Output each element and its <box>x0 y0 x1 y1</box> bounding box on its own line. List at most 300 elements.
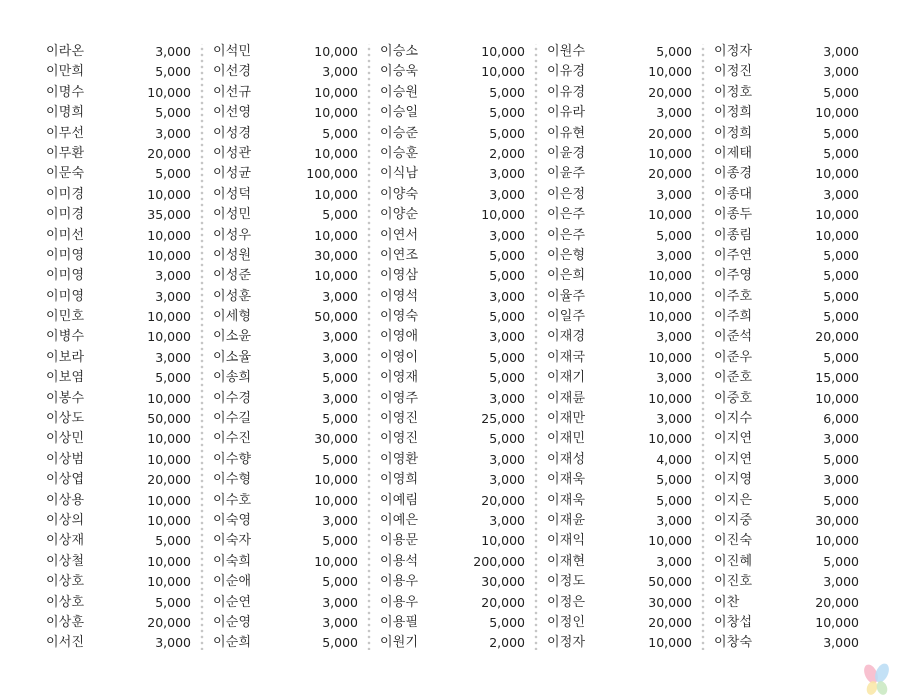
donor-row <box>46 450 191 470</box>
donor-row <box>380 531 525 551</box>
donation-amount: 20,000 <box>815 329 859 345</box>
donor-row <box>714 226 859 246</box>
donation-amount: 10,000 <box>314 492 358 508</box>
donor-name: 이승원 <box>380 84 419 100</box>
donation-amount: 10,000 <box>648 64 692 80</box>
donation-amount: 10,000 <box>815 166 859 182</box>
donation-amount: 3,000 <box>155 44 191 59</box>
donor-column <box>547 42 692 654</box>
donation-amount: 10,000 <box>147 227 191 243</box>
donation-amount: 3,000 <box>322 594 358 610</box>
donor-name: 이영희 <box>380 472 419 488</box>
donor-row <box>714 124 859 144</box>
donor-name: 이상훈 <box>46 614 85 630</box>
donor-name: 이양숙 <box>380 186 419 202</box>
donor-row <box>46 429 191 449</box>
donor-name: 이준호 <box>714 370 753 386</box>
donation-amount: 3,000 <box>656 247 692 263</box>
donor-row <box>714 429 859 449</box>
donation-amount: 10,000 <box>147 247 191 263</box>
donation-amount: 30,000 <box>314 247 358 263</box>
donation-amount: 5,000 <box>155 105 191 121</box>
donation-amount: 3,000 <box>489 451 525 467</box>
donor-row <box>213 552 358 572</box>
donor-row <box>547 531 692 551</box>
donor-name: 이유경 <box>547 64 586 80</box>
donor-name: 이성훈 <box>213 288 252 304</box>
donor-name: 이소율 <box>213 349 252 365</box>
donor-name: 이상호 <box>46 594 85 610</box>
donation-amount: 3,000 <box>322 64 358 80</box>
donation-amount: 5,000 <box>322 574 358 590</box>
donor-name: 이준우 <box>714 349 753 365</box>
donation-amount: 3,000 <box>322 390 358 406</box>
donation-amount: 3,000 <box>656 512 692 528</box>
donor-row <box>714 327 859 347</box>
donor-name: 이연조 <box>380 247 419 263</box>
donor-name: 이수경 <box>213 390 252 406</box>
donation-amount: 10,000 <box>147 451 191 467</box>
donor-row <box>547 368 692 388</box>
donor-name: 이주영 <box>714 268 753 284</box>
donor-name: 이재성 <box>547 451 586 467</box>
donation-amount: 5,000 <box>823 145 859 161</box>
donation-amount: 3,000 <box>322 329 358 345</box>
donor-row <box>714 287 859 307</box>
donor-row <box>213 511 358 531</box>
donor-row <box>380 246 525 266</box>
donor-name: 이재기 <box>547 370 586 386</box>
donor-row <box>380 511 525 531</box>
donation-amount: 10,000 <box>314 186 358 202</box>
donor-name: 이성민 <box>213 207 252 223</box>
donor-row <box>714 368 859 388</box>
donation-amount: 10,000 <box>648 390 692 406</box>
donor-name: 이순애 <box>213 574 252 590</box>
donation-amount: 3,000 <box>823 44 859 59</box>
donor-name: 이재욱 <box>547 492 586 508</box>
donor-row <box>213 226 358 246</box>
donor-row <box>46 511 191 531</box>
donor-name: 이지연 <box>714 431 753 447</box>
donor-row <box>213 327 358 347</box>
donation-amount: 10,000 <box>815 533 859 549</box>
donation-amount: 5,000 <box>322 635 358 651</box>
donor-name: 이성덕 <box>213 186 252 202</box>
donor-name: 이윤경 <box>547 145 586 161</box>
donor-row <box>547 287 692 307</box>
donor-row <box>714 103 859 123</box>
donation-amount: 5,000 <box>489 349 525 365</box>
donation-amount: 10,000 <box>481 44 525 59</box>
donation-amount: 10,000 <box>147 186 191 202</box>
donor-name: 이미선 <box>46 227 85 243</box>
donation-amount: 3,000 <box>823 431 859 447</box>
donor-name: 이승훈 <box>380 145 419 161</box>
donor-name: 이정자 <box>714 44 753 59</box>
donation-amount: 10,000 <box>147 309 191 325</box>
donor-name: 이재현 <box>547 553 586 569</box>
donor-name: 이라온 <box>46 44 85 59</box>
donor-name: 이보염 <box>46 370 85 386</box>
donor-name: 이영환 <box>380 451 419 467</box>
donor-name: 이은주 <box>547 227 586 243</box>
donation-amount: 5,000 <box>155 64 191 80</box>
donation-amount: 5,000 <box>489 614 525 630</box>
donation-amount: 5,000 <box>489 431 525 447</box>
donation-amount: 5,000 <box>489 309 525 325</box>
donor-row <box>547 62 692 82</box>
donor-row <box>46 266 191 286</box>
donor-row <box>46 103 191 123</box>
donor-column <box>380 42 525 654</box>
donor-row <box>213 593 358 613</box>
donation-amount: 5,000 <box>823 309 859 325</box>
donation-amount: 5,000 <box>823 492 859 508</box>
donor-row <box>380 572 525 592</box>
donor-row <box>380 226 525 246</box>
donor-name: 이민호 <box>46 309 85 325</box>
donation-amount: 5,000 <box>656 472 692 488</box>
donation-amount: 3,000 <box>656 329 692 345</box>
donor-name: 이창섭 <box>714 614 753 630</box>
donation-amount: 10,000 <box>147 390 191 406</box>
donation-amount: 3,000 <box>322 512 358 528</box>
donation-amount: 10,000 <box>147 574 191 590</box>
donation-amount: 3,000 <box>322 349 358 365</box>
donor-name: 이연서 <box>380 227 419 243</box>
donation-amount: 10,000 <box>648 349 692 365</box>
donor-name: 이중호 <box>714 390 753 406</box>
donor-name: 이승욱 <box>380 64 419 80</box>
donor-row <box>46 144 191 164</box>
donor-name: 이영애 <box>380 329 419 345</box>
donor-row <box>213 103 358 123</box>
donor-row <box>213 389 358 409</box>
donor-row <box>380 205 525 225</box>
donation-amount: 50,000 <box>147 411 191 427</box>
donor-name: 이성우 <box>213 227 252 243</box>
donor-row <box>714 531 859 551</box>
donor-name: 이주호 <box>714 288 753 304</box>
donor-name: 이재국 <box>547 349 586 365</box>
donor-name: 이은형 <box>547 247 586 263</box>
donor-name: 이진혜 <box>714 553 753 569</box>
donor-row <box>380 429 525 449</box>
donor-row <box>213 348 358 368</box>
donor-row <box>213 144 358 164</box>
donor-row <box>46 185 191 205</box>
donor-name: 이종림 <box>714 227 753 243</box>
donor-row <box>46 613 191 633</box>
donor-column <box>714 42 859 654</box>
donor-row <box>547 491 692 511</box>
donation-amount: 6,000 <box>823 411 859 427</box>
donor-row <box>46 593 191 613</box>
donation-amount: 10,000 <box>147 431 191 447</box>
donor-row <box>46 633 191 653</box>
donation-amount: 30,000 <box>648 594 692 610</box>
donor-row <box>46 124 191 144</box>
donor-name: 이용우 <box>380 594 419 610</box>
donation-amount: 10,000 <box>481 533 525 549</box>
donor-row <box>714 572 859 592</box>
donor-row <box>46 42 191 62</box>
donor-row <box>380 62 525 82</box>
donor-row <box>714 144 859 164</box>
donation-amount: 3,000 <box>155 268 191 284</box>
donation-amount: 4,000 <box>656 451 692 467</box>
donor-row <box>714 552 859 572</box>
donor-row <box>213 368 358 388</box>
donation-amount: 5,000 <box>823 268 859 284</box>
donor-name: 이진호 <box>714 574 753 590</box>
donor-name: 이종경 <box>714 166 753 182</box>
donor-name: 이영재 <box>380 370 419 386</box>
donation-amount: 10,000 <box>648 207 692 223</box>
donor-name: 이원수 <box>547 44 586 59</box>
donation-amount: 20,000 <box>815 594 859 610</box>
donation-amount: 5,000 <box>155 594 191 610</box>
donor-name: 이미영 <box>46 247 85 263</box>
donor-name: 이정진 <box>714 64 753 80</box>
donor-name: 이선규 <box>213 84 252 100</box>
donation-amount: 3,000 <box>823 472 859 488</box>
donor-name: 이종두 <box>714 207 753 223</box>
donor-name: 이소윤 <box>213 329 252 345</box>
donor-row <box>547 348 692 368</box>
donor-row <box>547 552 692 572</box>
donor-row <box>547 450 692 470</box>
donor-row <box>46 389 191 409</box>
dotted-separator <box>525 44 547 650</box>
donor-row <box>213 164 358 184</box>
donor-row <box>547 164 692 184</box>
donation-amount: 2,000 <box>489 145 525 161</box>
donor-name: 이유라 <box>547 105 586 121</box>
donation-amount: 10,000 <box>648 145 692 161</box>
dotted-separator <box>191 44 213 650</box>
donor-row <box>46 62 191 82</box>
donation-amount: 5,000 <box>823 553 859 569</box>
donor-row <box>714 83 859 103</box>
donation-amount: 2,000 <box>489 635 525 651</box>
donor-row <box>547 124 692 144</box>
donor-row <box>714 511 859 531</box>
donor-name: 이숙희 <box>213 553 252 569</box>
donor-name: 이명희 <box>46 105 85 121</box>
donor-row <box>380 185 525 205</box>
donation-amount: 10,000 <box>147 553 191 569</box>
donor-row <box>714 307 859 327</box>
donor-name: 이은주 <box>547 207 586 223</box>
donor-column <box>213 42 358 654</box>
donor-row <box>46 83 191 103</box>
donation-amount: 20,000 <box>147 145 191 161</box>
donation-amount: 50,000 <box>314 309 358 325</box>
donor-name: 이수진 <box>213 431 252 447</box>
donor-name: 이상철 <box>46 553 85 569</box>
donor-name: 이재민 <box>547 431 586 447</box>
donor-row <box>714 491 859 511</box>
donor-name: 이지영 <box>714 472 753 488</box>
donor-row <box>380 327 525 347</box>
donation-amount: 10,000 <box>314 268 358 284</box>
donor-name: 이영진 <box>380 431 419 447</box>
donation-amount: 10,000 <box>648 268 692 284</box>
donation-amount: 25,000 <box>481 411 525 427</box>
donor-name: 이용문 <box>380 533 419 549</box>
donation-amount: 3,000 <box>322 614 358 630</box>
donor-name: 이양순 <box>380 207 419 223</box>
donor-name: 이순영 <box>213 614 252 630</box>
donation-amount: 5,000 <box>322 207 358 223</box>
donor-name: 이일주 <box>547 309 586 325</box>
donor-name: 이서진 <box>46 635 85 651</box>
donor-name: 이창숙 <box>714 635 753 651</box>
donor-name: 이주연 <box>714 247 753 263</box>
donor-row <box>380 266 525 286</box>
donor-row <box>714 246 859 266</box>
donor-row <box>380 450 525 470</box>
donation-amount: 5,000 <box>155 166 191 182</box>
donation-amount: 5,000 <box>155 533 191 549</box>
donor-row <box>46 246 191 266</box>
donor-name: 이성준 <box>213 268 252 284</box>
donation-amount: 10,000 <box>648 309 692 325</box>
donor-row <box>46 531 191 551</box>
donor-row <box>46 287 191 307</box>
donation-amount: 20,000 <box>481 594 525 610</box>
donation-amount: 3,000 <box>823 186 859 202</box>
donor-name: 이유경 <box>547 84 586 100</box>
donor-name: 이미영 <box>46 288 85 304</box>
donor-name: 이재만 <box>547 411 586 427</box>
donation-amount: 5,000 <box>155 370 191 386</box>
donor-name: 이상범 <box>46 451 85 467</box>
donor-name: 이병수 <box>46 329 85 345</box>
donation-amount: 5,000 <box>322 125 358 141</box>
donor-name: 이식남 <box>380 166 419 182</box>
donor-name: 이무환 <box>46 145 85 161</box>
donor-row <box>213 491 358 511</box>
donation-amount: 3,000 <box>155 349 191 365</box>
donor-name: 이상엽 <box>46 472 85 488</box>
donor-name: 이상용 <box>46 492 85 508</box>
donor-row <box>380 348 525 368</box>
donor-name: 이수호 <box>213 492 252 508</box>
donation-amount: 10,000 <box>481 207 525 223</box>
donor-row <box>547 246 692 266</box>
donation-amount: 3,000 <box>489 227 525 243</box>
donation-amount: 100,000 <box>306 166 358 182</box>
donation-amount: 5,000 <box>322 533 358 549</box>
donor-name: 이순희 <box>213 635 252 651</box>
donor-name: 이윤주 <box>547 166 586 182</box>
donor-name: 이용우 <box>380 574 419 590</box>
donor-row <box>213 124 358 144</box>
donor-row <box>547 409 692 429</box>
donation-amount: 3,000 <box>656 105 692 121</box>
donor-row <box>714 62 859 82</box>
donor-columns <box>46 42 859 654</box>
donor-name: 이지수 <box>714 411 753 427</box>
donor-row <box>714 613 859 633</box>
donor-name: 이봉수 <box>46 390 85 406</box>
donation-amount: 200,000 <box>473 553 525 569</box>
donation-amount: 50,000 <box>648 574 692 590</box>
donation-amount: 20,000 <box>147 614 191 630</box>
donor-row <box>547 42 692 62</box>
donor-row <box>46 552 191 572</box>
donor-row <box>380 164 525 184</box>
donor-row <box>714 593 859 613</box>
donor-name: 이보라 <box>46 349 85 365</box>
donation-amount: 20,000 <box>648 125 692 141</box>
donation-amount: 10,000 <box>314 105 358 121</box>
donor-row <box>547 205 692 225</box>
donation-amount: 10,000 <box>147 492 191 508</box>
donor-name: 이정자 <box>547 635 586 651</box>
donation-amount: 3,000 <box>656 411 692 427</box>
donor-row <box>547 613 692 633</box>
donor-row <box>380 307 525 327</box>
donation-amount: 30,000 <box>481 574 525 590</box>
donor-name: 이상민 <box>46 431 85 447</box>
donor-name: 이정은 <box>547 594 586 610</box>
donor-row <box>714 42 859 62</box>
donation-amount: 10,000 <box>147 512 191 528</box>
donor-name: 이송희 <box>213 370 252 386</box>
donor-row <box>714 470 859 490</box>
donation-amount: 30,000 <box>314 431 358 447</box>
donor-row <box>547 593 692 613</box>
donor-row <box>547 266 692 286</box>
donor-row <box>547 511 692 531</box>
donor-row <box>714 409 859 429</box>
donor-row <box>380 613 525 633</box>
donation-amount: 5,000 <box>322 411 358 427</box>
donor-row <box>714 348 859 368</box>
donor-name: 이선경 <box>213 64 252 80</box>
donor-name: 이수형 <box>213 472 252 488</box>
donation-amount: 5,000 <box>322 451 358 467</box>
donation-amount: 5,000 <box>489 105 525 121</box>
donor-row <box>213 83 358 103</box>
donation-amount: 3,000 <box>489 166 525 182</box>
donor-name: 이원기 <box>380 635 419 651</box>
donor-name: 이석민 <box>213 44 252 59</box>
donor-name: 이영숙 <box>380 309 419 325</box>
donor-name: 이재욱 <box>547 472 586 488</box>
donor-row <box>380 389 525 409</box>
donation-amount: 3,000 <box>489 186 525 202</box>
donor-name: 이미영 <box>46 268 85 284</box>
donor-name: 이세형 <box>213 309 252 325</box>
donation-amount: 35,000 <box>147 207 191 223</box>
donor-name: 이재륜 <box>547 390 586 406</box>
donation-amount: 20,000 <box>648 84 692 100</box>
donation-amount: 3,000 <box>489 512 525 528</box>
donor-name: 이주희 <box>714 309 753 325</box>
donor-name: 이정희 <box>714 105 753 121</box>
donor-name: 이정호 <box>714 84 753 100</box>
donation-amount: 10,000 <box>314 44 358 59</box>
donation-amount: 5,000 <box>656 227 692 243</box>
donor-row <box>714 185 859 205</box>
donation-amount: 5,000 <box>489 370 525 386</box>
donor-row <box>46 491 191 511</box>
